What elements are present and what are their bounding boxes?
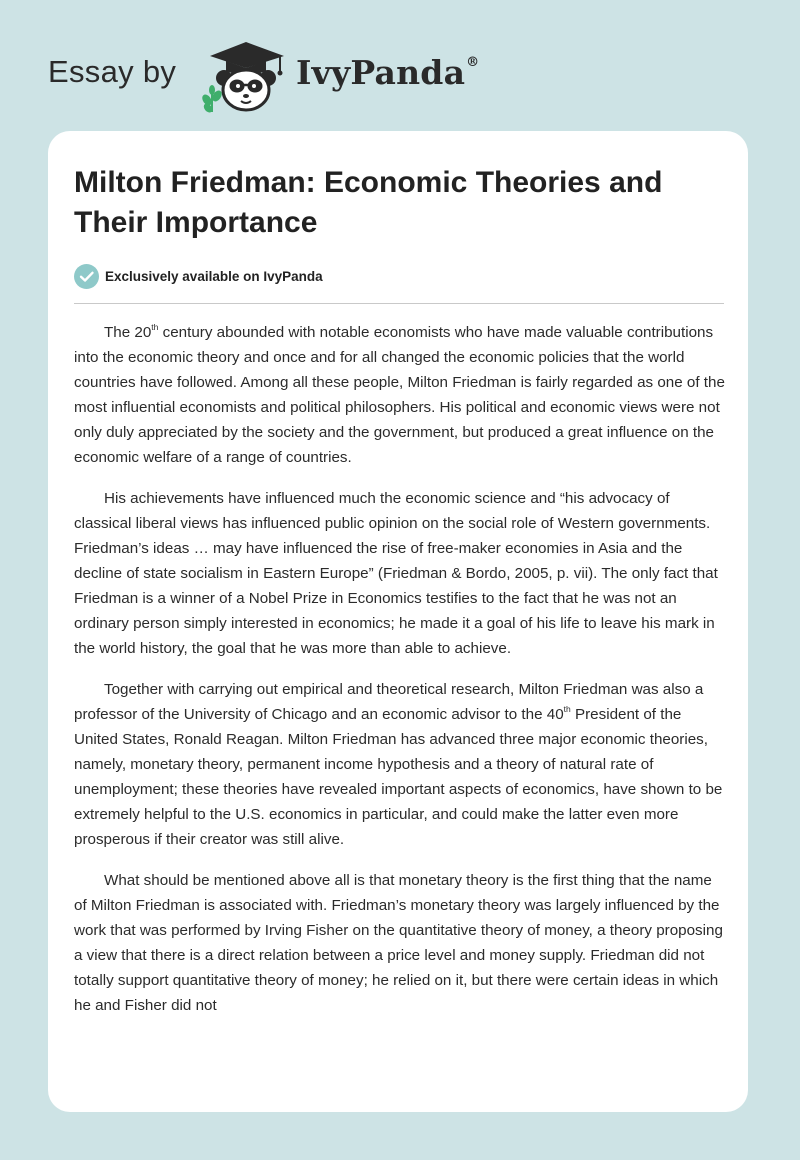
brand-name: IvyPanda [296, 53, 466, 92]
paragraph-4: What should be mentioned above all is that monetary theory is the first thing that the name of Milton Friedman is associated with. Friedman’s monetary theory was largely influenced by the work that was performed by Irving Fisher on the quantitative theory of money, a theory proposing a view that there is a direct relation between a price level and money supply. Friedman did not totally support quantitative theory of money; he relied on it, but there were certain ideas in which he and Fisher did not [74, 872, 723, 1014]
essay-title: Milton Friedman: Economic Theories and Their Importance [74, 166, 663, 239]
badge-text: Exclusively available on IvyPanda [105, 268, 323, 284]
registered-mark: ® [466, 55, 480, 70]
panda-logo-icon[interactable] [200, 34, 296, 114]
exclusive-badge [74, 263, 323, 289]
ivypanda-brand[interactable] [296, 53, 479, 92]
p1-text-a: The 20 [104, 324, 152, 341]
paragraph-2: His achievements have influenced much the economic science and “his advocacy of classical liberal views has influenced public opinion on the social role of Western governments. Friedman’s ideas … may have influenced the rise of free-maker economies in Asia and the decline of state socialism in Eastern Europe” (Friedman & Bordo, 2005, p. vii). The only fact that Friedman is a winner of a Nobel Prize in Economics testifies to the fact that he was not an ordinary person simply interested in economics; he made it a goal of his life to leave his mark in the world history, the goal that he was more than able to achieve. [74, 490, 718, 657]
p1-superscript: th [151, 322, 159, 332]
paragraph-1 [74, 320, 726, 470]
check-circle-icon [74, 264, 99, 289]
divider [74, 303, 724, 304]
p3-superscript: th [563, 704, 571, 714]
essay-body [74, 320, 726, 1034]
p3-text-b: President of the United States, Ronald Reagan. Milton Friedman has advanced three major economic theories, namely, monetary theory, permanent income hypothesis and a theory of natural rate of unemployment; these theories have revealed important aspects of economics, have shown to be extremely helpful to the U.S. economics in particular, and could make the latter even more prosperous if their creator was still alive. [74, 706, 723, 848]
essay-card [48, 131, 748, 1112]
site-header [0, 0, 800, 130]
essay-by-label: Essay by [48, 54, 177, 89]
p1-text-b: century abounded with notable economists who have made valuable contributions into the economic theory and once and for all changed the economic policies that the world countries have followed. Among all these people, Milton Friedman is fairly regarded as one of the most influential economists and political philosophers. His political and economic views were not only duly appreciated by the society and the government, but produced a great influence on the economic welfare of a range of countries. [74, 324, 725, 466]
p3-text-a: Together with carrying out empirical and theoretical research, Milton Friedman was also a professor of the University of Chicago and an economic advisor to the 40 [74, 681, 704, 723]
paragraph-3 [74, 677, 726, 852]
